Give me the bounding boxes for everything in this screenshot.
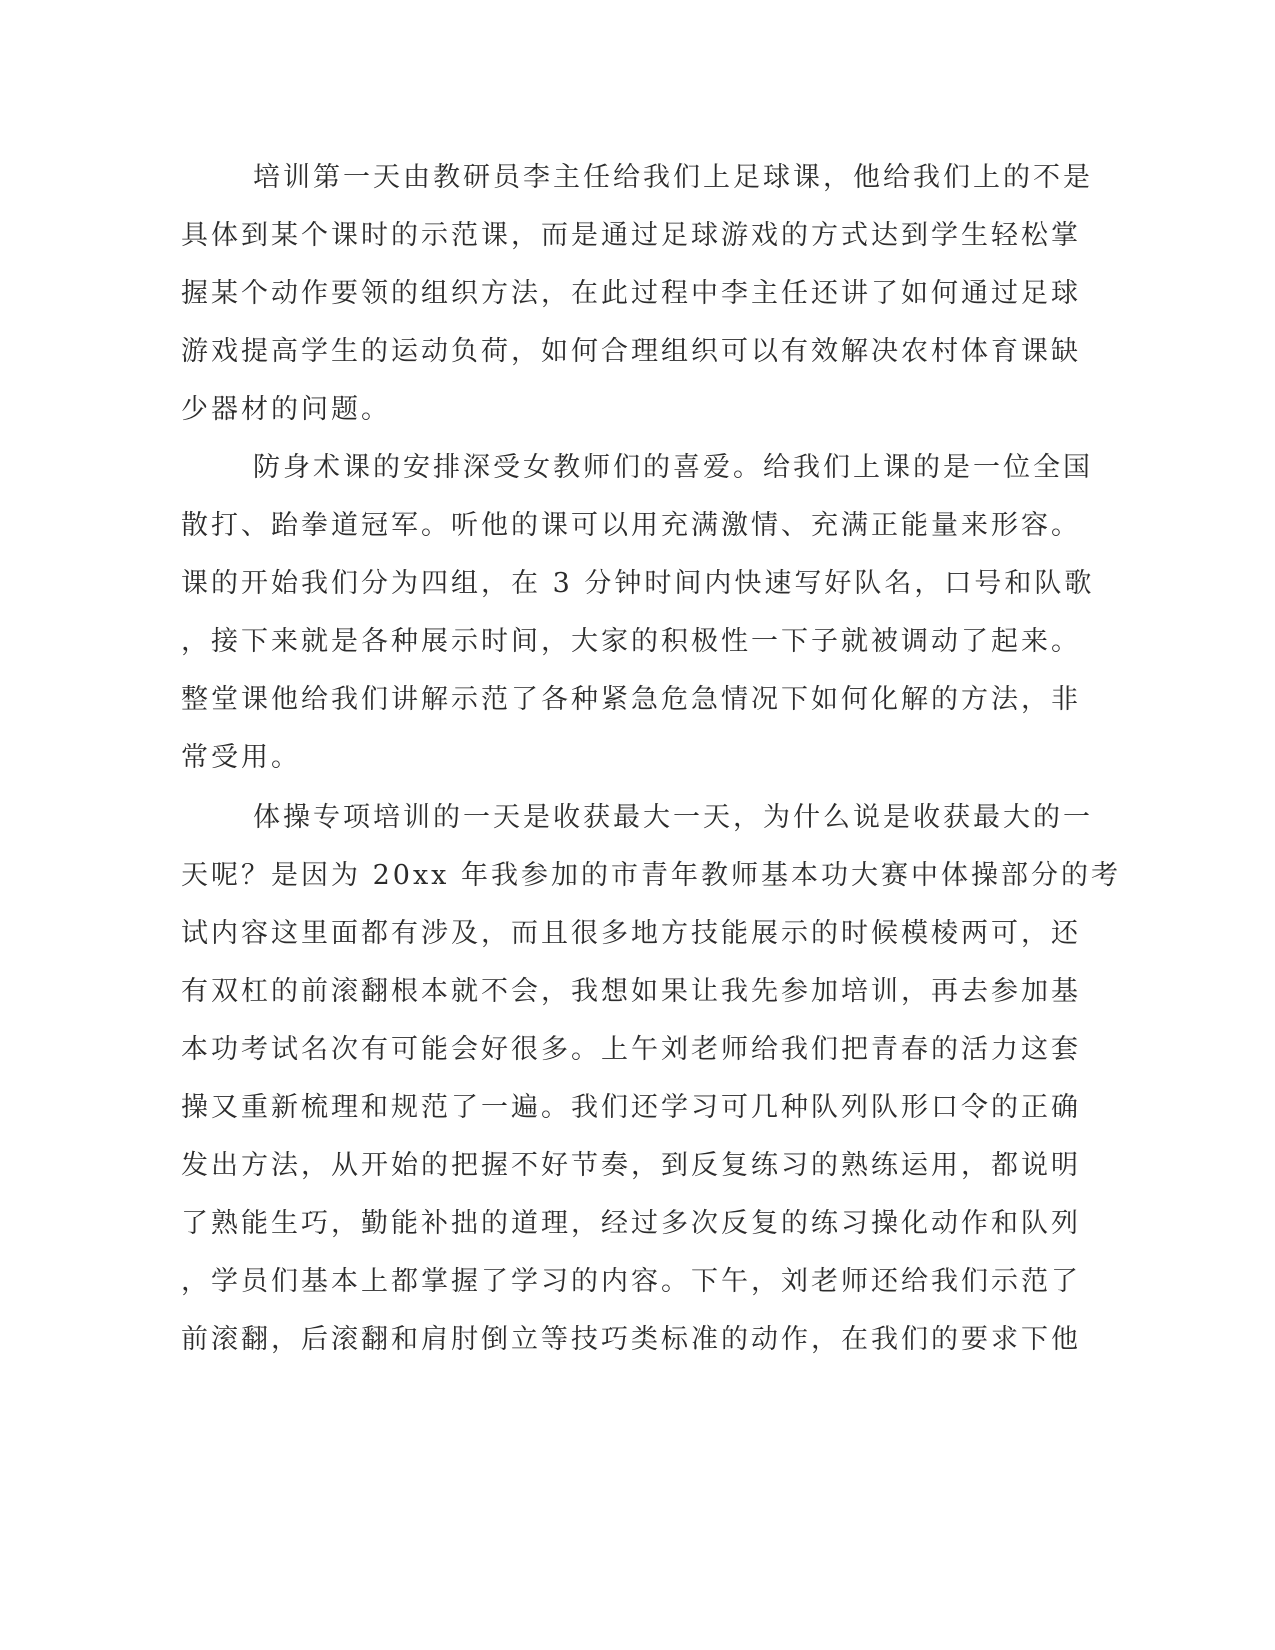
paragraph-2-line-5: 整堂课他给我们讲解示范了各种紧急危急情况下如何化解的方法，非 <box>181 684 1081 715</box>
paragraph-3-line-9: ，学员们基本上都掌握了学习的内容。下午，刘老师还给我们示范了 <box>181 1266 1081 1297</box>
paragraph-1-line-3: 握某个动作要领的组织方法，在此过程中李主任还讲了如何通过足球 <box>181 278 1081 309</box>
paragraph-2-line-4: ，接下来就是各种展示时间，大家的积极性一下子就被调动了起来。 <box>181 626 1081 657</box>
paragraph-3-line-1: 体操专项培训的一天是收获最大一天，为什么说是收获最大的一 <box>253 802 1093 833</box>
paragraph-1-line-4: 游戏提高学生的运动负荷，如何合理组织可以有效解决农村体育课缺 <box>181 336 1081 367</box>
paragraph-1-line-1: 培训第一天由教研员李主任给我们上足球课，他给我们上的不是 <box>253 162 1093 193</box>
paragraph-3-line-7: 发出方法，从开始的把握不好节奏，到反复练习的熟练运用，都说明 <box>181 1150 1081 1181</box>
paragraph-1-line-5: 少器材的问题。 <box>181 394 391 425</box>
paragraph-2-line-6: 常受用。 <box>181 742 301 773</box>
paragraph-3-line-2: 天呢？是因为 20xx 年我参加的市青年教师基本功大赛中体操部分的考 <box>181 860 1121 891</box>
paragraph-3-line-6: 操又重新梳理和规范了一遍。我们还学习可几种队列队形口令的正确 <box>181 1092 1081 1123</box>
paragraph-3-line-4: 有双杠的前滚翻根本就不会，我想如果让我先参加培训，再去参加基 <box>181 976 1081 1007</box>
paragraph-3-line-5: 本功考试名次有可能会好很多。上午刘老师给我们把青春的活力这套 <box>181 1034 1081 1065</box>
paragraph-2-line-2: 散打、跆拳道冠军。听他的课可以用充满激情、充满正能量来形容。 <box>181 510 1081 541</box>
paragraph-3-line-8: 了熟能生巧，勤能补拙的道理，经过多次反复的练习操化动作和队列 <box>181 1208 1081 1239</box>
paragraph-2-line-3: 课的开始我们分为四组，在 3 分钟时间内快速写好队名，口号和队歌 <box>181 568 1095 599</box>
paragraph-1-line-2: 具体到某个课时的示范课，而是通过足球游戏的方式达到学生轻松掌 <box>181 220 1081 251</box>
paragraph-3-line-3: 试内容这里面都有涉及，而且很多地方技能展示的时候模棱两可，还 <box>181 918 1081 949</box>
paragraph-2-line-1: 防身术课的安排深受女教师们的喜爱。给我们上课的是一位全国 <box>253 452 1093 483</box>
paragraph-3-line-10: 前滚翻，后滚翻和肩肘倒立等技巧类标准的动作，在我们的要求下他 <box>181 1324 1081 1355</box>
